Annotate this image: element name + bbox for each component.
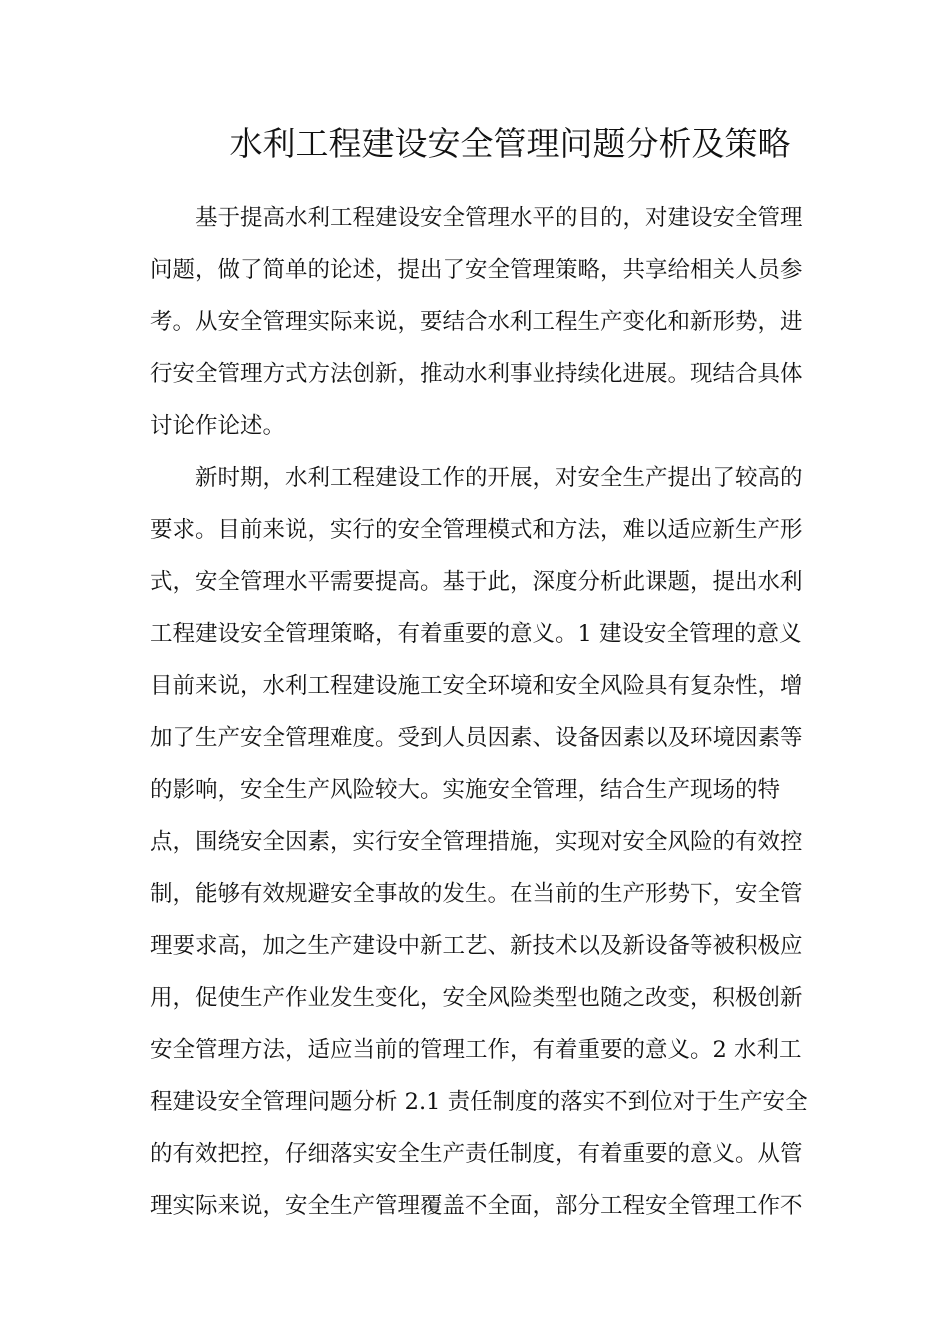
body-text-line: 考。从安全管理实际来说，要结合水利工程生产变化和新形势，进	[150, 309, 803, 335]
document-title: 水利工程建设安全管理问题分析及策略	[229, 124, 791, 163]
body-text-line: 式，安全管理水平需要提高。基于此，深度分析此课题，提出水利	[150, 569, 803, 595]
body-text-line: 的影响，安全生产风险较大。实施安全管理，结合生产现场的特	[150, 777, 781, 803]
body-text-line: 要求。目前来说，实行的安全管理模式和方法，难以适应新生产形	[150, 517, 803, 543]
body-text-line: 加了生产安全管理难度。受到人员因素、设备因素以及环境因素等	[150, 725, 803, 751]
body-text-line: 基于提高水利工程建设安全管理水平的目的，对建设安全管理	[195, 205, 803, 231]
body-text-line: 讨论作论述。	[150, 413, 286, 439]
body-text-line: 用，促使生产作业发生变化，安全风险类型也随之改变，积极创新	[150, 985, 803, 1011]
body-text-line: 安全管理方法，适应当前的管理工作，有着重要的意义。2 水利工	[150, 1037, 802, 1063]
body-text-line: 点，围绕安全因素，实行安全管理措施，实现对安全风险的有效控	[150, 829, 803, 855]
body-text-line: 理实际来说，安全生产管理覆盖不全面，部分工程安全管理工作不	[150, 1193, 803, 1219]
body-text-line: 制，能够有效规避安全事故的发生。在当前的生产形势下，安全管	[150, 881, 803, 907]
body-text-line: 工程建设安全管理策略，有着重要的意义。1 建设安全管理的意义	[150, 621, 802, 647]
body-text-line: 程建设安全管理问题分析 2.1 责任制度的落实不到位对于生产安全	[150, 1089, 808, 1115]
body-text-line: 目前来说，水利工程建设施工安全环境和安全风险具有复杂性，增	[150, 673, 803, 699]
document-body	[150, 192, 808, 1232]
body-text-line: 新时期，水利工程建设工作的开展，对安全生产提出了较高的	[195, 465, 803, 491]
body-text-line: 理要求高，加之生产建设中新工艺、新技术以及新设备等被积极应	[150, 933, 803, 959]
body-text-line: 行安全管理方式方法创新，推动水利事业持续化进展。现结合具体	[150, 361, 803, 387]
body-text-line: 的有效把控，仔细落实安全生产责任制度，有着重要的意义。从管	[150, 1141, 803, 1167]
body-text-line: 问题，做了简单的论述，提出了安全管理策略，共享给相关人员参	[150, 257, 803, 283]
